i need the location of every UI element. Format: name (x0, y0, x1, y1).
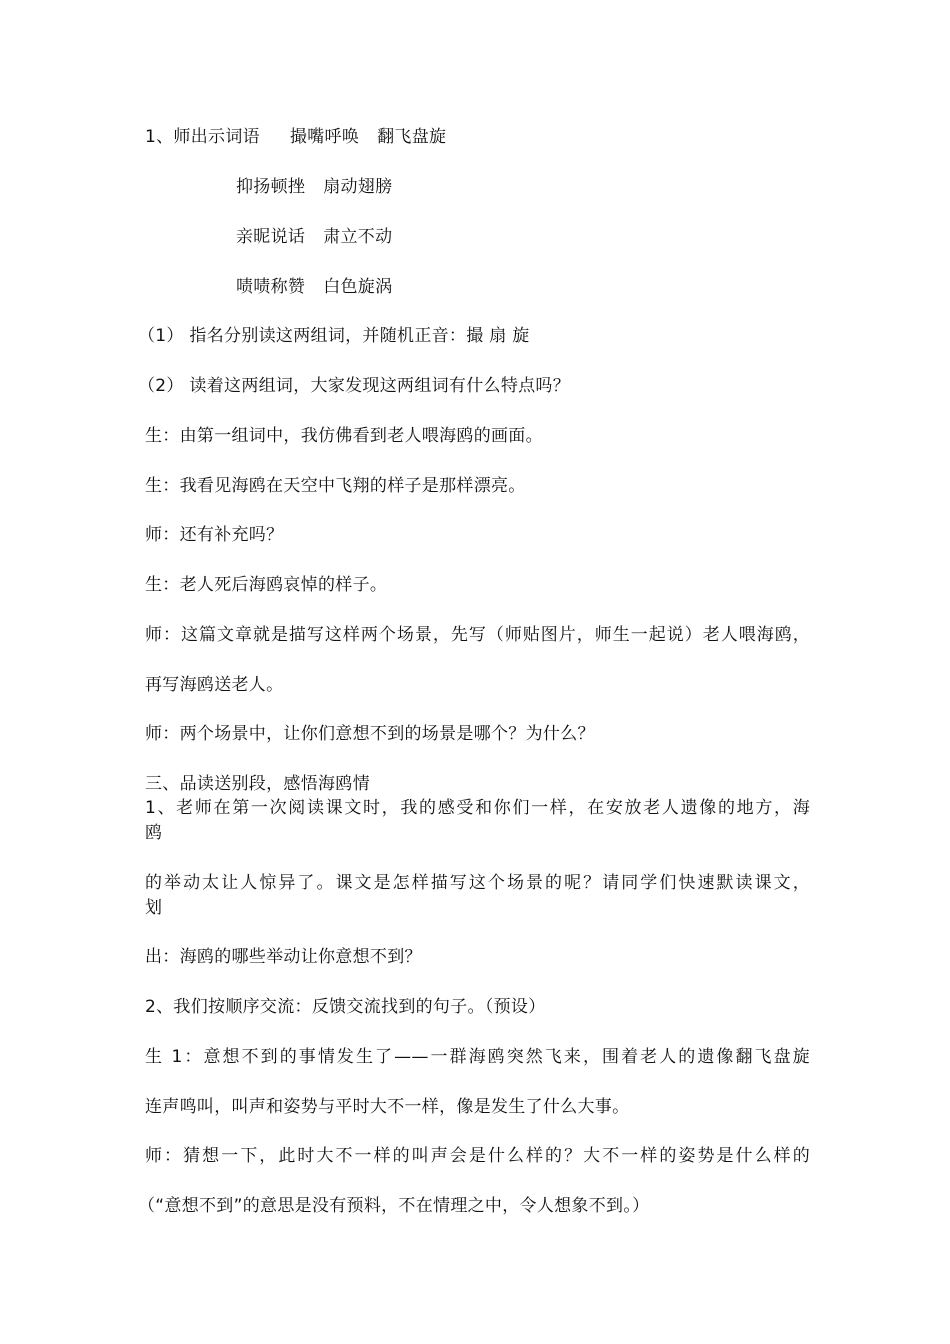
vocab-word: 抑扬顿挫 (236, 177, 306, 197)
paragraph-line: 生：我看见海鸥在天空中飞翔的样子是那样漂亮。 (145, 476, 526, 496)
vocab-word: 肃立不动 (323, 227, 393, 247)
paragraph-line: 2、我们按顺序交流：反馈交流找到的句子。（预设） (145, 997, 546, 1017)
paragraph-line: 连声鸣叫，叫声和姿势与平时大不一样，像是发生了什么大事。 (145, 1097, 630, 1117)
paragraph-line: 再写海鸥送老人。 (145, 675, 284, 695)
vocab-word: 亲昵说话 (236, 227, 306, 247)
vocab-word: 扇动翅膀 (323, 177, 393, 197)
paragraph-line: 师：还有补充吗？ (145, 525, 284, 545)
vocab-row-2 (236, 176, 392, 198)
vocab-word: 啧啧称赞 (236, 277, 306, 297)
vocab-word: 翻飞盘旋 (377, 127, 447, 147)
paragraph-line: （1） 指名分别读这两组词，并随机正音：撮 扇 旋 (138, 326, 530, 346)
paragraph-line: 师：猜想一下，此时大不一样的叫声会是什么样的？大不一样的姿势是什么样的 (145, 1146, 810, 1166)
paragraph-line: 生：老人死后海鸥哀悼的样子。 (145, 575, 388, 595)
paragraph-line: 的举动太让人惊异了。课文是怎样描写这个场景的呢？请同学们快速默读课文， (145, 873, 810, 893)
vocab-intro: 1、师出示词语 (145, 127, 260, 147)
paragraph-line: （2） 读着这两组词，大家发现这两组词有什么特点吗？ (138, 376, 571, 396)
paragraph-line: 鸥 (145, 823, 163, 843)
vocab-row-3 (236, 226, 392, 248)
paragraph-line: 1、老师在第一次阅读课文时，我的感受和你们一样，在安放老人遗像的地方，海 (145, 798, 810, 818)
paragraph-line: 出：海鸥的哪些举动让你意想不到？ (145, 947, 422, 967)
vocab-row-4 (236, 276, 392, 298)
paragraph-line: 师：两个场景中，让你们意想不到的场景是哪个？为什么？ (145, 724, 595, 744)
vocab-word: 撮嘴呼唤 (289, 127, 360, 147)
vocab-word: 白色旋涡 (323, 277, 393, 297)
paragraph-line: 师：这篇文章就是描写这样两个场景，先写（师贴图片，师生一起说）老人喂海鸥， (145, 625, 810, 645)
paragraph-line: 划 (145, 898, 163, 918)
paragraph-line: 生 1：意想不到的事情发生了——一群海鸥突然飞来，围着老人的遗像翻飞盘旋 (145, 1047, 810, 1067)
paragraph-line: 生：由第一组词中，我仿佛看到老人喂海鸥的画面。 (145, 426, 543, 446)
section-heading: 三、品读送别段，感悟海鸥情 (145, 774, 370, 794)
paragraph-line: （“意想不到”的意思是没有预料，不在情理之中，令人想象不到。） (138, 1196, 650, 1216)
vocab-row-1 (145, 126, 446, 148)
